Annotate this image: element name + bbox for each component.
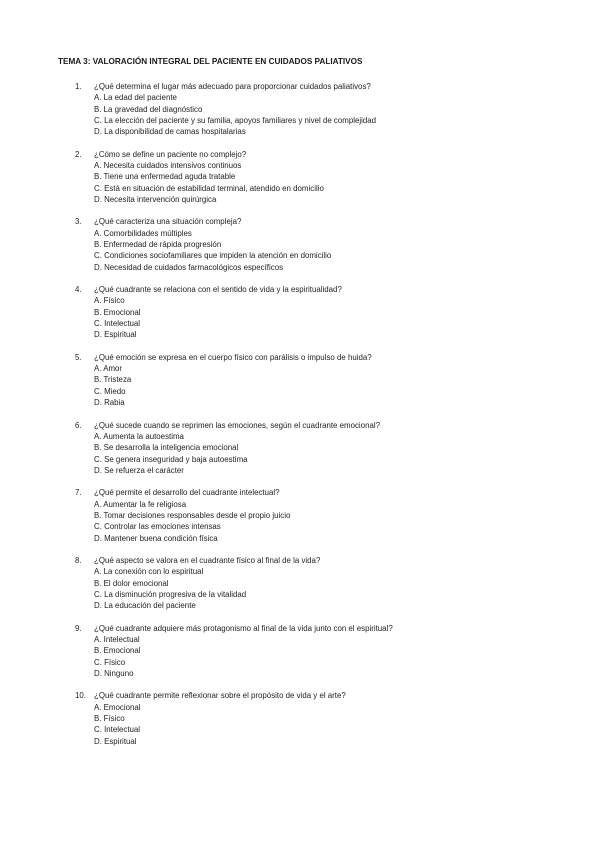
question-text: ¿Qué determina el lugar más adecuado para proporcionar cuidados paliativos? [94, 82, 371, 91]
answer-option: B. Tomar decisiones responsables desde el propio juicio [94, 510, 291, 520]
question-text: ¿Qué caracteriza una situación compleja? [94, 217, 242, 227]
answer-option: D. La disponibilidad de camas hospitalarias [94, 127, 246, 137]
answer-option: D. Mantener buena condición física [94, 533, 218, 543]
answer-option: A. La edad del paciente [94, 93, 177, 103]
answer-option: B. Se desarrolla la inteligencia emocional [94, 443, 239, 453]
question-number: 4. [75, 285, 82, 295]
answer-option: B. La gravedad del diagnóstico [94, 104, 203, 114]
answer-option: C. Intelectual [94, 319, 141, 329]
answer-option: B. Emocional [94, 307, 141, 317]
question-number: 1. [75, 82, 82, 91]
question-text: ¿Qué permite el desarrollo del cuadrante intelectual? [94, 488, 280, 498]
answer-option: A. Emocional [94, 702, 141, 712]
question-number: 8. [75, 555, 82, 565]
document-title: TEMA 3: VALORACIÓN INTEGRAL DEL PACIENTE EN CUIDADOS PALIATIVOS [58, 57, 363, 66]
answer-option: C. Condiciones sociofamiliares que impiden la atención en domicilio [94, 251, 332, 261]
answer-option: D. Rabia [94, 398, 125, 408]
answer-option: D. Se refuerza el carácter [94, 465, 184, 475]
answer-option: A. Intelectual [94, 634, 140, 644]
answer-option: A. Aumenta la autoestima [94, 431, 184, 441]
question-number: 2. [75, 149, 82, 159]
answer-option: B. Tristeza [94, 375, 132, 385]
answer-option: C. Controlar las emociones intensas [94, 522, 221, 532]
answer-option: B. El dolor emocional [94, 578, 169, 588]
answer-option: D. Ninguno [94, 668, 134, 678]
answer-option: D. Necesita intervención quirúrgica [94, 195, 217, 205]
answer-option: C. La elección del paciente y su familia, apoyos familiares y nivel de complejidad [94, 116, 377, 126]
answer-option: C. Intelectual [94, 725, 141, 735]
answer-option: C. Está en situación de estabilidad terminal, atendido en domicilio [94, 183, 324, 193]
answer-option: D. Espiritual [94, 736, 137, 746]
question-number: 3. [75, 217, 82, 227]
answer-option: D. Necesidad de cuidados farmacológicos específicos [94, 262, 284, 272]
question-text: ¿Qué cuadrante permite reflexionar sobre el propósito de vida y el arte? [94, 691, 346, 701]
question-number: 6. [75, 420, 82, 430]
answer-option: D. La educación del paciente [94, 601, 196, 611]
answer-option: C. Físico [94, 657, 126, 667]
question-text: ¿Qué cuadrante se relaciona con el sentido de vida y la espiritualidad? [94, 285, 342, 295]
question-number: 7. [75, 488, 82, 498]
answer-option: B. Emocional [94, 646, 141, 656]
answer-option: C. La disminución progresiva de la vitalidad [94, 589, 247, 599]
answer-option: C. Se genera inseguridad y baja autoestima [94, 454, 248, 464]
question-text: ¿Qué cuadrante adquiere más protagonismo al final de la vida junto con el espiritual? [94, 623, 393, 633]
answer-option: A. Amor [94, 364, 123, 374]
answer-option: A. Aumentar la fe religiosa [94, 499, 187, 509]
answer-option: A. Necesita cuidados intensivos continuos [94, 161, 242, 171]
question-text: ¿Cómo se define un paciente no complejo? [94, 149, 247, 159]
answer-option: B. Físico [94, 713, 125, 723]
question-number: 10. [75, 691, 86, 701]
question-text: ¿Qué sucede cuando se reprimen las emociones, según el cuadrante emocional? [94, 420, 380, 430]
answer-option: C. Miedo [94, 386, 126, 396]
answer-option: A. Comorbilidades múltiples [94, 228, 192, 238]
question-number: 9. [75, 623, 82, 633]
answer-option: B. Enfermedad de rápida progresión [94, 240, 222, 250]
answer-option: A. La conexión con lo espiritual [94, 567, 204, 577]
question-text: ¿Qué aspecto se valora en el cuadrante físico al final de la vida? [94, 555, 321, 565]
question-text: ¿Qué emoción se expresa en el cuerpo físico con parálisis o impulso de huida? [94, 352, 372, 362]
answer-option: A. Físico [94, 296, 125, 306]
answer-option: D. Espiritual [94, 330, 137, 340]
answer-option: B. Tiene una enfermedad aguda tratable [94, 172, 236, 182]
question-number: 5. [75, 352, 82, 362]
